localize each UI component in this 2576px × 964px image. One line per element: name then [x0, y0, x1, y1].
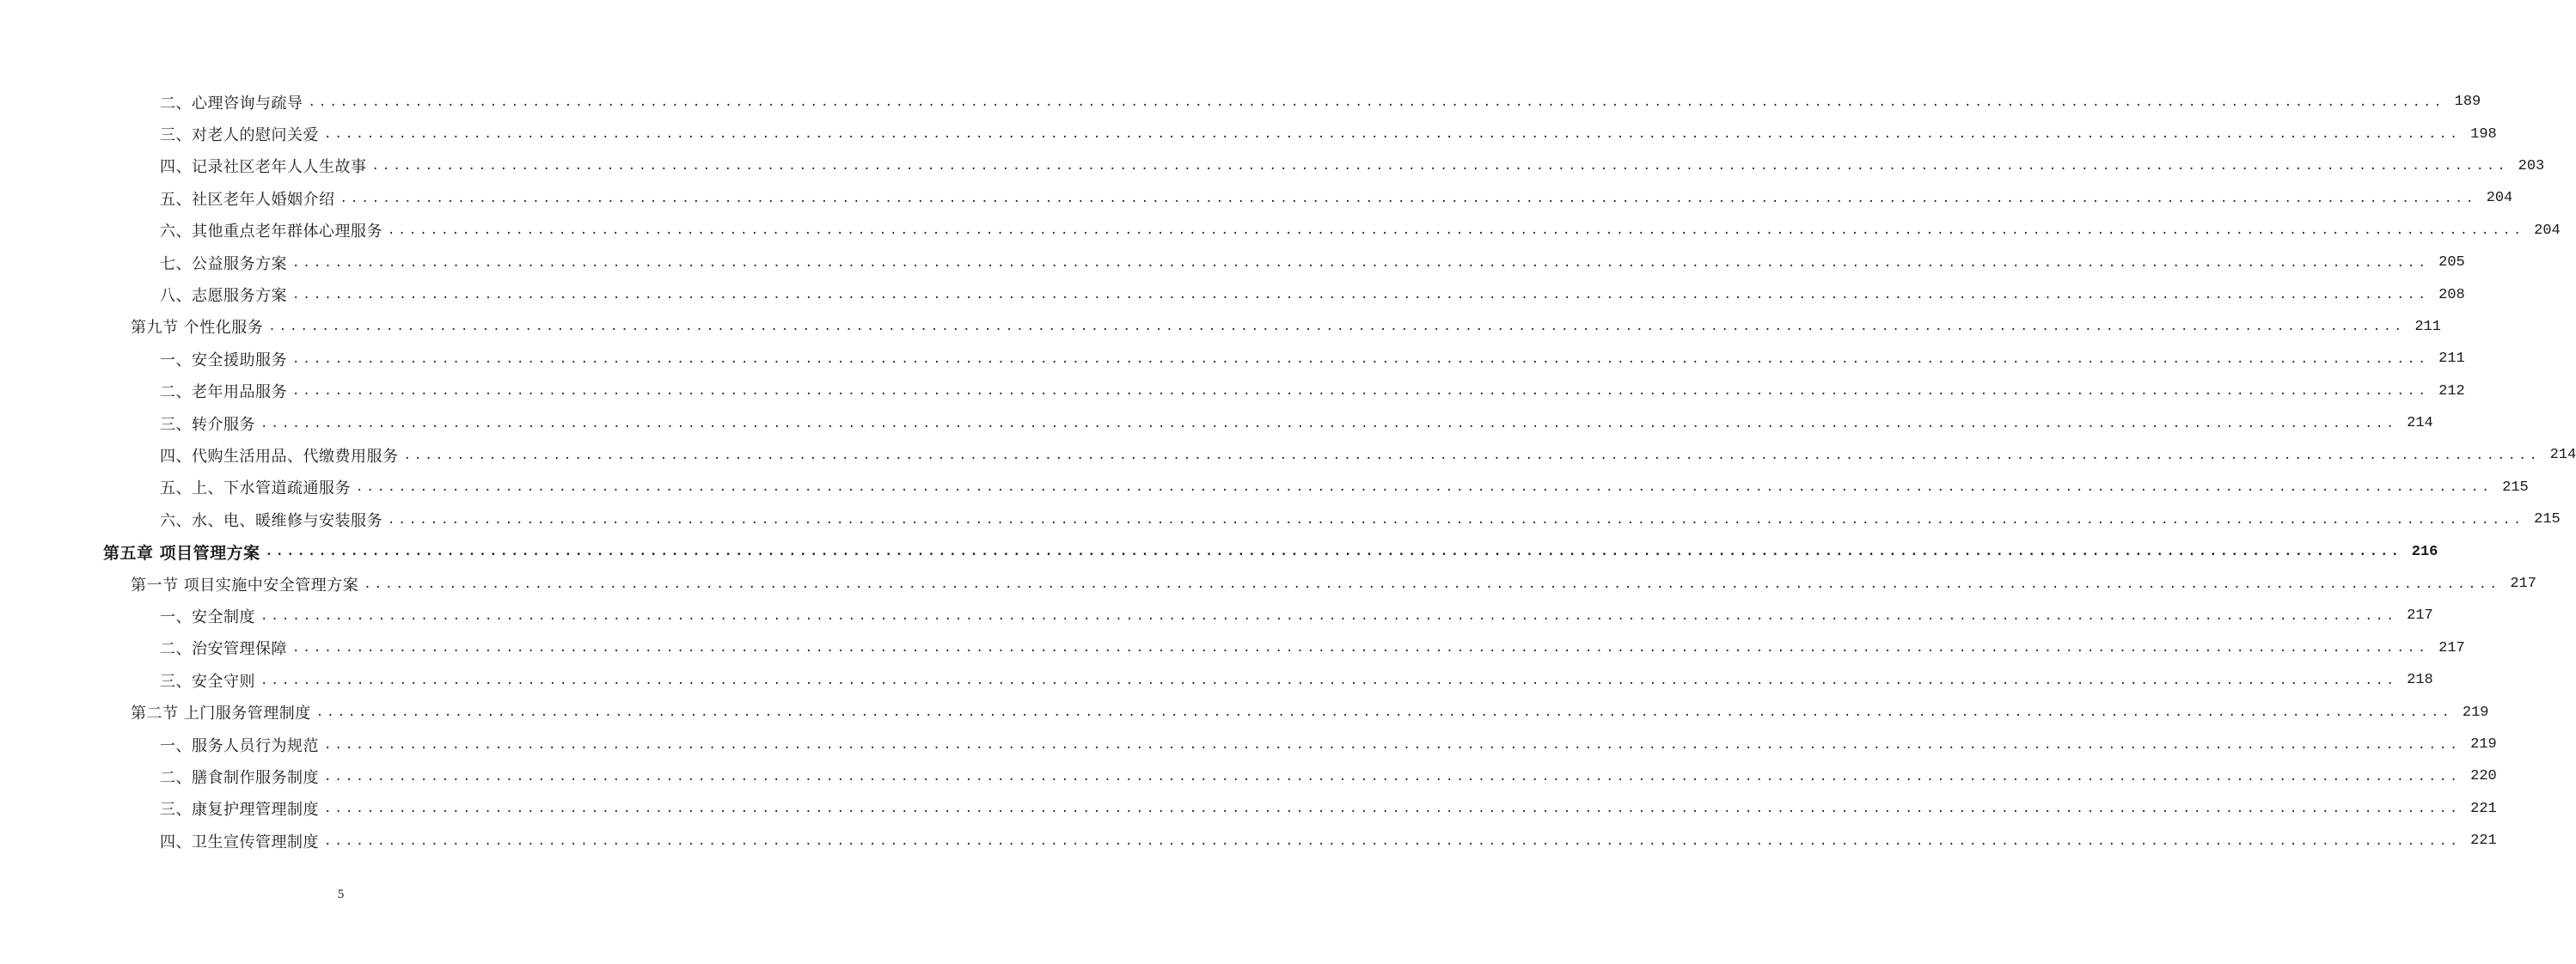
toc-dot-leader: ........................................................................................................................................................................................................: [260, 416, 2397, 430]
toc-entry-page: 211: [2414, 318, 2441, 335]
toc-entry-page: 217: [2438, 639, 2465, 656]
toc-dot-leader: ........................................................................................................................................................................................................: [308, 95, 2445, 109]
toc-subsection-entry[interactable]: [0, 472, 2529, 503]
toc-entry-page: 217: [2510, 576, 2536, 593]
toc-entry-page: 214: [2549, 447, 2576, 464]
toc-subsection-entry[interactable]: [0, 182, 2513, 214]
toc-entry-page: 219: [2462, 704, 2489, 721]
toc-entry-title: 第二节 上门服务管理制度: [131, 705, 311, 723]
toc-entry-title: 一、安全制度: [160, 607, 255, 626]
toc-dot-leader: ........................................................................................................................................................................................................: [315, 705, 2453, 720]
table-of-contents: [0, 86, 2576, 857]
toc-entry-page: 198: [2470, 125, 2497, 143]
toc-entry-page: 204: [2534, 222, 2561, 239]
toc-dot-leader: ........................................................................................................................................................................................................: [260, 673, 2397, 687]
toc-dot-leader: ........................................................................................................................................................................................................: [388, 512, 2524, 527]
toc-entry-title: 六、水、电、暖维修与安装服务: [160, 511, 382, 530]
toc-entry-page: 215: [2534, 511, 2561, 528]
toc-entry-title: 三、转介服务: [160, 415, 255, 434]
toc-subsection-entry[interactable]: [0, 150, 2545, 182]
toc-dot-leader: ........................................................................................................................................................................................................: [292, 255, 2429, 270]
toc-section-entry[interactable]: [0, 696, 2489, 728]
toc-entry-title: 二、膳食制作服务制度: [160, 768, 319, 787]
toc-entry-title: 二、心理咨询与疏导: [160, 94, 303, 113]
toc-subsection-entry[interactable]: [0, 793, 2497, 825]
toc-dot-leader: ........................................................................................................................................................................................................: [292, 384, 2429, 399]
toc-dot-leader: ........................................................................................................................................................................................................: [268, 320, 2405, 334]
toc-dot-leader: ........................................................................................................................................................................................................: [371, 159, 2509, 174]
toc-dot-leader: ........................................................................................................................................................................................................: [265, 545, 2402, 559]
toc-entry-title: 七、公益服务方案: [160, 254, 287, 273]
toc-entry-page: 212: [2438, 382, 2465, 400]
toc-dot-leader: ........................................................................................................................................................................................................: [324, 833, 2461, 848]
toc-chapter-entry[interactable]: [0, 535, 2438, 567]
toc-subsection-entry[interactable]: [0, 278, 2465, 310]
toc-dot-leader: ........................................................................................................................................................................................................: [292, 288, 2429, 302]
toc-entry-title: 第九节 个性化服务: [131, 319, 264, 338]
toc-subsection-entry[interactable]: [0, 664, 2433, 696]
toc-entry-page: 203: [2518, 157, 2545, 174]
toc-entry-title: 一、服务人员行为规范: [160, 736, 319, 755]
toc-entry-title: 一、安全援助服务: [160, 351, 287, 369]
toc-subsection-entry[interactable]: [0, 407, 2433, 439]
toc-entry-page: 215: [2502, 479, 2529, 496]
toc-dot-leader: ........................................................................................................................................................................................................: [292, 351, 2429, 366]
toc-subsection-entry[interactable]: [0, 600, 2433, 631]
toc-subsection-entry[interactable]: [0, 760, 2497, 792]
toc-entry-page: 221: [2470, 833, 2497, 850]
toc-dot-leader: ........................................................................................................................................................................................................: [324, 127, 2461, 142]
toc-entry-page: 205: [2438, 254, 2465, 272]
toc-entry-title: 二、治安管理保障: [160, 640, 287, 659]
toc-subsection-entry[interactable]: [0, 247, 2465, 278]
toc-section-entry[interactable]: [0, 311, 2441, 343]
toc-dot-leader: ........................................................................................................................................................................................................: [388, 223, 2524, 238]
toc-subsection-entry[interactable]: [0, 215, 2561, 247]
toc-dot-leader: ........................................................................................................................................................................................................: [364, 577, 2500, 591]
toc-section-entry[interactable]: [0, 568, 2536, 600]
toc-entry-title: 第一节 项目实施中安全管理方案: [131, 576, 359, 595]
toc-dot-leader: ........................................................................................................................................................................................................: [356, 480, 2493, 495]
toc-subsection-entry[interactable]: [0, 343, 2465, 375]
toc-entry-title: 八、志愿服务方案: [160, 287, 287, 306]
toc-dot-leader: ........................................................................................................................................................................................................: [324, 769, 2461, 784]
toc-entry-page: 204: [2486, 190, 2513, 207]
toc-dot-leader: ........................................................................................................................................................................................................: [324, 802, 2461, 816]
toc-entry-title: 五、社区老年人婚姻介绍: [160, 190, 335, 209]
toc-dot-leader: ........................................................................................................................................................................................................: [403, 448, 2541, 462]
toc-entry-page: 217: [2407, 607, 2433, 625]
toc-entry-page: 219: [2470, 736, 2497, 753]
toc-entry-title: 四、记录社区老年人人生故事: [160, 158, 367, 177]
toc-entry-title: 四、卫生宣传管理制度: [160, 833, 319, 851]
toc-entry-title: 二、老年用品服务: [160, 383, 287, 402]
toc-entry-page: 211: [2438, 351, 2465, 368]
toc-subsection-entry[interactable]: [0, 503, 2561, 535]
toc-dot-leader: ........................................................................................................................................................................................................: [340, 191, 2477, 205]
toc-subsection-entry[interactable]: [0, 375, 2465, 407]
toc-subsection-entry[interactable]: [0, 118, 2497, 149]
toc-entry-page: 220: [2470, 768, 2497, 785]
toc-dot-leader: ........................................................................................................................................................................................................: [260, 608, 2397, 623]
toc-entry-page: 214: [2407, 415, 2433, 432]
toc-entry-title: 五、上、下水管道疏通服务: [160, 479, 351, 498]
toc-subsection-entry[interactable]: [0, 632, 2465, 664]
toc-entry-title: 四、代购生活用品、代缴费用服务: [160, 447, 399, 466]
toc-entry-title: 三、对老人的慰问关爱: [160, 126, 319, 145]
page-number: 5: [337, 888, 345, 901]
toc-entry-page: 218: [2407, 672, 2433, 689]
toc-subsection-entry[interactable]: [0, 825, 2497, 857]
toc-subsection-entry[interactable]: [0, 439, 2576, 471]
toc-subsection-entry[interactable]: [0, 729, 2497, 760]
toc-entry-title: 第五章 项目管理方案: [103, 543, 260, 563]
toc-subsection-entry[interactable]: [0, 86, 2481, 118]
toc-entry-page: 208: [2438, 286, 2465, 303]
toc-dot-leader: ........................................................................................................................................................................................................: [324, 737, 2461, 752]
toc-entry-title: 三、康复护理管理制度: [160, 801, 319, 820]
toc-entry-page: 221: [2470, 800, 2497, 817]
toc-dot-leader: ........................................................................................................................................................................................................: [292, 641, 2429, 656]
toc-entry-title: 六、其他重点老年群体心理服务: [160, 223, 382, 241]
toc-entry-page: 216: [2411, 543, 2438, 560]
toc-entry-page: 189: [2454, 94, 2481, 111]
toc-entry-title: 三、安全守则: [160, 672, 255, 691]
